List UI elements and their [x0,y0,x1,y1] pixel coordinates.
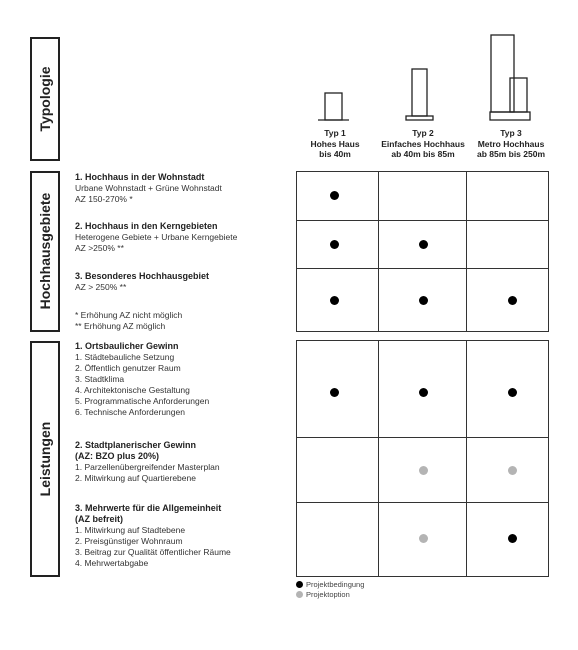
leistungen-label: Leistungen [37,421,53,497]
leistung-3: 3. Mehrwerte für die Allgemeinheit (AZ befreit) 1. Mitwirkung auf Stadtebene 2. Preisgünstiger Wohnraum 3. Beitrag zur Qualität öffentlicher Räume 4. Mehrwertabgabe [75,503,231,568]
gebiet-3: 3. Besonderes Hochhausgebiet AZ > 250% ** [75,271,210,292]
leistungen-dot-r1-c2 [419,388,428,397]
leistungen-dot-r2-c3 [508,466,517,475]
leistung-2: 2. Stadtplanerischer Gewinn (AZ: BZO plus 20%) 1. Parzellenübergreifender Masterplan 2. Mitwirkung auf Quartierebene [75,440,220,483]
legend-black-dot-icon [296,581,303,588]
typologie-label: Typologie [37,66,53,132]
leistungen-grid-col-divider [466,340,467,577]
building-icons [290,30,560,122]
legend-grey-dot-icon [296,591,303,598]
gebiete-grid-row-divider [296,220,549,221]
typologie-section-box [30,37,60,161]
leistungen-grid-row-divider [296,437,549,438]
leistungen-grid-row-divider [296,502,549,503]
gebiete-dot-r3-c2 [419,296,428,305]
gebiete-dot-r3-c1 [330,296,339,305]
typ2-label: Typ 2 Einfaches Hochhaus ab 40m bis 85m [381,128,465,159]
typ3-label: Typ 3 Metro Hochhaus ab 85m bis 250m [476,128,546,159]
gebiete-dot-r2-c1 [330,240,339,249]
leistungen-dot-r3-c2 [419,534,428,543]
leistungen-section-box [30,341,60,577]
typ1-label: Typ 1 Hohes Haus bis 40m [310,128,360,159]
leistungen-grid-col-divider [378,340,379,577]
hochhausgebiete-label: Hochhausgebiete [37,192,53,310]
gebiete-dot-r1-c1 [330,191,339,200]
typ1-building-icon [325,93,342,120]
gebiete-dot-r2-c2 [419,240,428,249]
gebiete-grid-col-divider [466,171,467,332]
footnotes: * Erhöhung AZ nicht möglich ** Erhöhung AZ möglich [75,310,183,331]
typ3-annex-icon [510,78,527,112]
leistung-1: 1. Ortsbaulicher Gewinn 1. Städtebauliche Setzung 2. Öffentlich genutzer Raum 3. Stadtklima 4. Architektonische Gestaltung 5. Programmatische Anforderungen 6. Technische Anforderungen [75,341,210,417]
legend-projektoption: Projektoption [296,590,350,599]
gebiet-1: 1. Hochhaus in der Wohnstadt Urbane Wohnstadt + Grüne Wohnstadt AZ 150-270% * [75,172,222,204]
leistungen-dot-r1-c3 [508,388,517,397]
gebiet-2: 2. Hochhaus in den Kerngebieten Heterogene Gebiete + Urbane Kerngebiete AZ >250% ** [75,221,238,253]
hochhausgebiete-section-box [30,171,60,332]
leistungen-dot-r2-c2 [419,466,428,475]
legend-projektbedingung: Projektbedingung [296,580,364,589]
typ3-podium-icon [490,112,530,120]
gebiete-dot-r3-c3 [508,296,517,305]
leistungen-dot-r1-c1 [330,388,339,397]
gebiete-grid-row-divider [296,268,549,269]
gebiete-grid-col-divider [378,171,379,332]
typ2-tower-icon [412,69,427,116]
leistungen-dot-r3-c3 [508,534,517,543]
typ2-podium-icon [406,116,433,120]
